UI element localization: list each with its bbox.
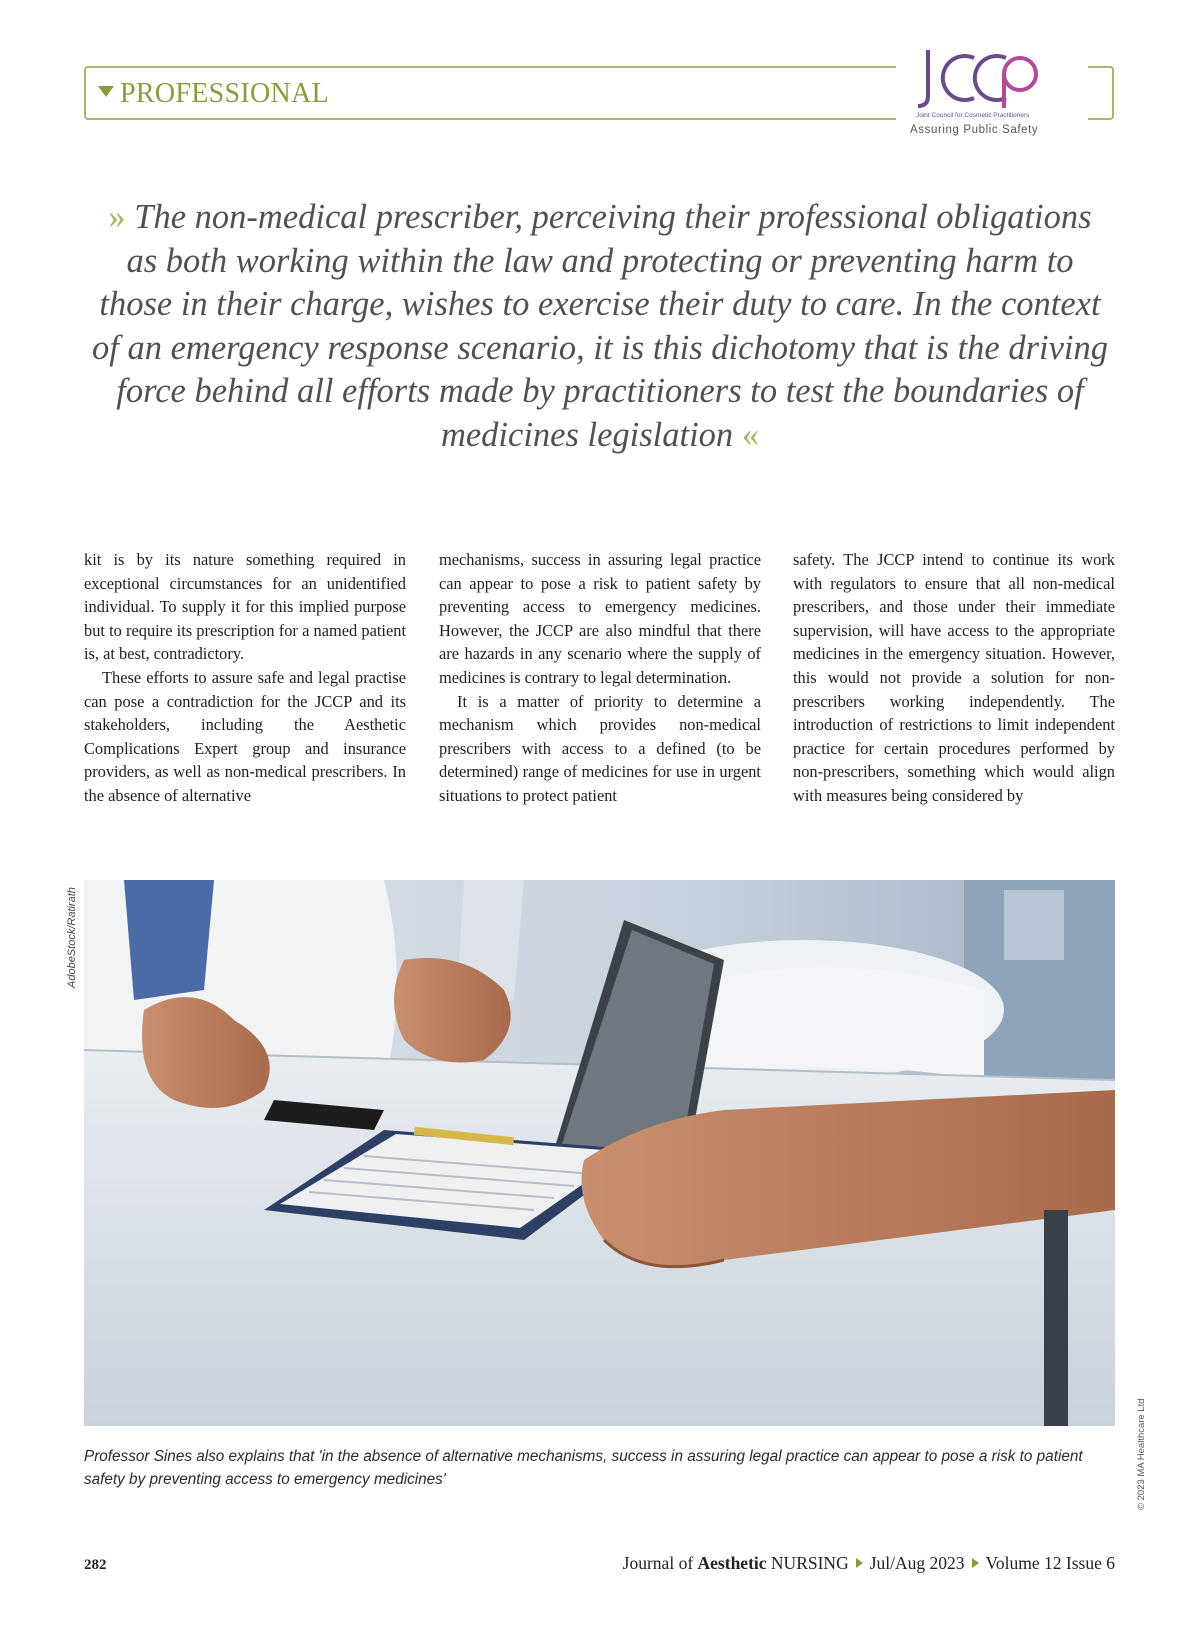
photo-credit: AdobeStock/Ratirath — [66, 887, 78, 988]
section-label: PROFESSIONAL — [120, 78, 329, 109]
dropdown-triangle-icon — [98, 86, 114, 97]
body-column-2 — [439, 548, 761, 808]
open-quote-mark: » — [108, 198, 126, 236]
close-quote-mark: « — [741, 415, 760, 454]
jccp-logo — [896, 40, 1088, 146]
triangle-right-icon — [856, 1558, 863, 1568]
copyright-notice: © 2023 MA Healthcare Ltd — [1136, 1398, 1147, 1510]
logo-tagline: Assuring Public Safety — [910, 124, 1039, 136]
pull-quote-text: The non-medical prescriber, perceiving their professional obligations as both working within the law and protecting or preventing harm to those in their charge, wishes to exercise their duty to care. In the context of an emergency response scenario, it is this dichotomy that is the driving force behind all efforts made by practitioners to test the boundaries of medicines legislation — [92, 198, 1108, 454]
paragraph: These efforts to assure safe and legal practise can pose a contradiction for the JCCP and its stakeholders, including the Aesthetic Complications Expert group and insurance providers, as well as non-medical prescribers. In the absence of alternative — [84, 667, 406, 805]
journal-footer — [623, 1553, 1115, 1574]
consultation-photo-illustration — [84, 880, 1115, 1426]
consultation-photo — [84, 880, 1115, 1426]
logo-subtitle: Joint Council for Cosmetic Practitioners — [916, 112, 1030, 119]
page-number: 282 — [84, 1557, 107, 1573]
journal-prefix: Journal of — [622, 1553, 698, 1573]
photo-caption: Professor Sines also explains that 'in the absence of alternative mechanisms, success in assuring legal practice can appear to pose a risk to patient safety by preventing access to emergency medicines' — [84, 1448, 1083, 1488]
journal-suffix: NURSING — [766, 1553, 849, 1573]
issue-date: Jul/Aug 2023 — [869, 1553, 965, 1573]
body-column-3 — [793, 548, 1115, 808]
volume-issue: Volume 12 Issue 6 — [985, 1553, 1115, 1573]
body-column-1 — [84, 548, 406, 808]
paragraph: kit is by its nature something required in exceptional circumstances for an unidentified individual. To supply it for this implied purpose but to require its prescription for a named patient is, at best, contradictory. — [84, 550, 406, 664]
paragraph: It is a matter of priority to determine a mechanism which provides non-medical prescribers with access to a defined (to be determined) range of medicines for use in urgent situations to protect patient — [439, 691, 761, 805]
paragraph: safety. The JCCP intend to continue its work with regulators to ensure that all non-medical prescribers, and those under their immediate supervision, will have access to the appropriate medicines in the emergency situation. However, this would not provide a solution for non-prescribers working independently. The introduction of restrictions to limit independent practice for certain procedures performed by non-prescribers, something which would align with measures being considered by — [793, 550, 1115, 805]
journal-title-bold: Aesthetic — [697, 1553, 767, 1573]
triangle-right-icon — [972, 1558, 979, 1568]
paragraph: mechanisms, success in assuring legal practice can appear to pose a risk to patient safety by preventing access to emergency medicines. However, the JCCP are also mindful that there are hazards in any scenario where the supply of medicines is contrary to legal determination. — [439, 550, 761, 687]
pull-quote — [90, 196, 1110, 457]
jccp-logo-mark — [914, 44, 1044, 112]
